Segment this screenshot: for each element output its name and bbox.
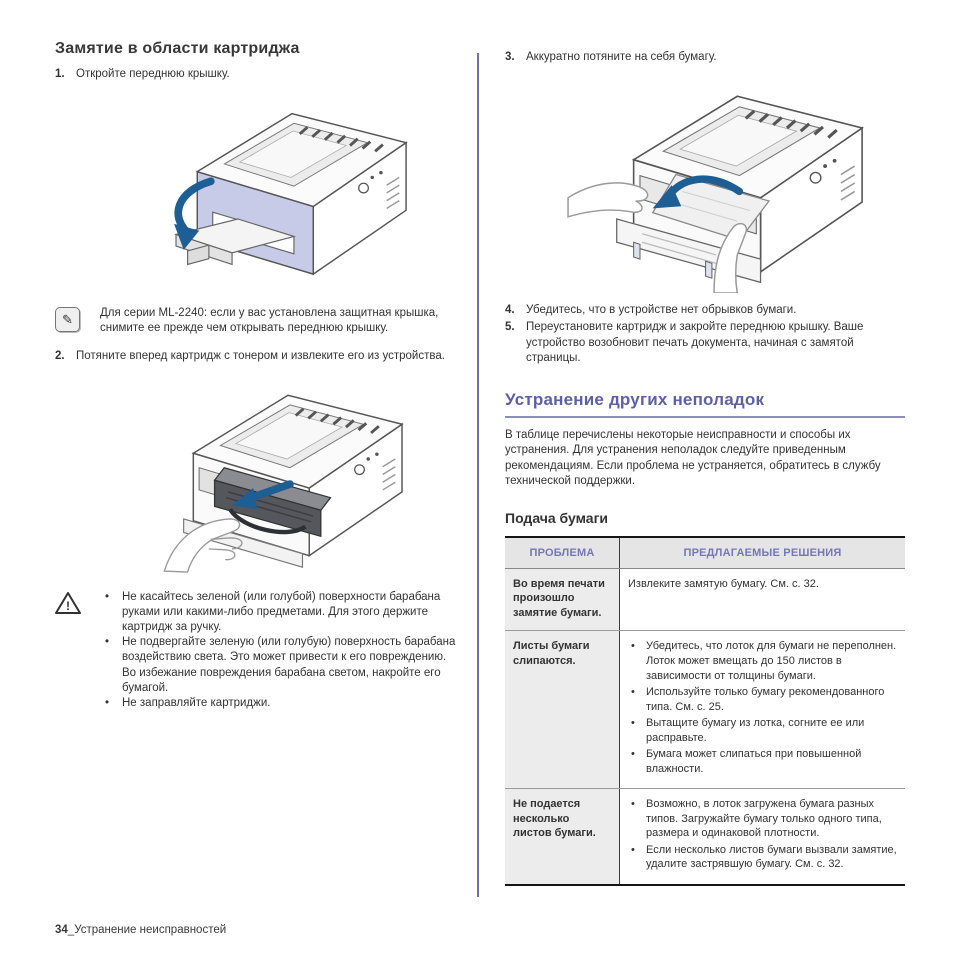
step-1: [55, 67, 462, 82]
jam-section-title: Замятие в области картриджа: [55, 40, 300, 57]
problem-cell: Не подается несколько листов бумаги.: [505, 789, 620, 885]
step-number: 1.: [55, 68, 65, 80]
solution-item: • Используйте только бумагу рекомендованного типа. См. с. 25.: [628, 685, 899, 714]
page-number: 34: [55, 924, 68, 936]
step-text: Переустановите картридж и закройте переднюю крышку. Ваше устройство возобновит печать документа, начиная с замятой страницы.: [526, 321, 864, 364]
printer-open-cover-illustration: [147, 92, 462, 288]
table-row: [505, 568, 905, 631]
printer-remove-cartridge-illustration: [143, 374, 462, 574]
note-text: Для серии ML-2240: если у вас установлена защитная крышка, снимите ее прежде чем открывать переднюю крышку.: [100, 307, 439, 335]
hand-left: [568, 183, 648, 217]
right-column: [505, 48, 905, 886]
paper-feed-subsection-title: Подача бумаги: [505, 509, 609, 526]
solution-cell: [620, 631, 906, 789]
step-2: [55, 349, 462, 364]
footer-chapter-title: _Устранение неисправностей: [67, 924, 227, 936]
problem-cell: Листы бумаги слипаются.: [505, 631, 620, 789]
column-header-solutions: ПРЕДЛАГАЕМЫЕ РЕШЕНИЯ: [620, 537, 906, 569]
note-icon: [55, 307, 80, 332]
printer-open-cover-drawing: [147, 92, 437, 288]
note-icon-glyph: ✎: [62, 311, 73, 327]
left-column: [55, 40, 462, 723]
column-divider: [477, 53, 479, 897]
warning-callout: [55, 590, 462, 711]
other-problems-section-title: Устранение других неполадок: [505, 390, 905, 418]
solution-item: • Убедитесь, что лоток для бумаги не переполнен. Лоток может вмещать до 150 листов в зависимости от толщины бумаги.: [628, 639, 899, 683]
step-number: 3.: [505, 51, 515, 63]
solution-item: • Возможно, в лоток загружена бумага разных типов. Загружайте бумагу только одного типа, размера и одинаковой плотности.: [628, 797, 899, 841]
solution-list: [628, 797, 899, 872]
step-number: 5.: [505, 321, 515, 334]
step-text: Потяните вперед картридж с тонером и извлеките его из устройства.: [76, 349, 445, 362]
column-header-problem: ПРОБЛЕМА: [505, 537, 620, 569]
warning-item: • Не подвергайте зеленую (или голубую) поверхность барабана воздействию света. Это может привести к его повреждению. Во избежание повреждения барабана светом, накройте его бумагой.: [100, 635, 462, 696]
problem-cell: Во время печати произошло замятие бумаги.: [505, 568, 620, 631]
printer-remove-cartridge-drawing: [143, 374, 433, 574]
solution-item: • Бумага может слипаться при повышенной влажности.: [628, 747, 899, 776]
solution-item: • Если несколько листов бумаги вызвали замятие, удалите застрявшую бумагу. См. с. 32.: [628, 843, 899, 872]
step-text: Убедитесь, что в устройстве нет обрывков бумаги.: [526, 304, 797, 317]
step-text: Откройте переднюю крышку.: [76, 68, 230, 80]
warning-list: [100, 590, 462, 711]
other-problems-intro: В таблице перечислены некоторые неисправности и способы их устранения. Для устранения неполадок следуйте приведенным рекомендациям. Если проблема не устраняется, обратитесь в службу технической поддержки.: [505, 428, 881, 488]
paper-feed-table: [505, 536, 905, 886]
table-row: [505, 631, 905, 789]
note-callout: [55, 306, 462, 336]
table-row: [505, 789, 905, 885]
solution-item: • Вытащите бумагу из лотка, согните ее или расправьте.: [628, 716, 899, 745]
warning-item: • Не заправляйте картриджи.: [100, 696, 462, 711]
step-number: 4.: [505, 304, 515, 317]
solution-cell: Извлеките замятую бумагу. См. с. 32.: [620, 568, 906, 631]
step-number: 2.: [55, 349, 65, 362]
solution-list: [628, 639, 899, 776]
warning-item: • Не касайтесь зеленой (или голубой) поверхности барабана руками или какими-либо предметами. Для этого держите картридж за ручку.: [100, 590, 462, 636]
printer-pull-paper-drawing: [567, 73, 897, 293]
warning-icon: [55, 591, 81, 615]
page-footer: [55, 924, 226, 936]
step-4: [505, 303, 905, 318]
solution-cell: [620, 789, 906, 885]
step-text: Аккуратно потяните на себя бумагу.: [526, 51, 717, 63]
step-5: [505, 320, 905, 366]
printer-pull-paper-illustration: [567, 73, 905, 293]
step-3: [505, 50, 905, 65]
warning-icon-mark: !: [66, 598, 70, 613]
table-header-row: [505, 537, 905, 569]
